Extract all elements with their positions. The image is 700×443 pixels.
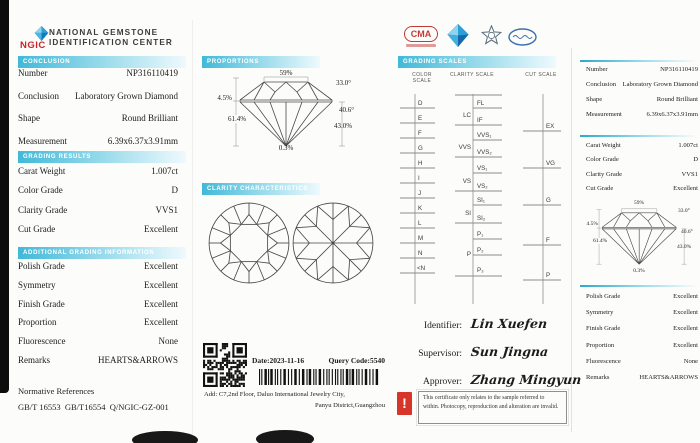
- warning-icon: !: [397, 392, 412, 415]
- row-color: [586, 156, 698, 163]
- row-measurement: [18, 136, 178, 146]
- svg-text:SI₂: SI₂: [477, 215, 486, 222]
- measurement-label: Measurement: [18, 135, 67, 146]
- additional-rows: [18, 261, 178, 365]
- symmetry-label: Symmetry: [586, 309, 614, 317]
- color-label: Color Grade: [586, 156, 619, 164]
- svg-text:SI₁: SI₁: [477, 197, 485, 204]
- symmetry-value: Excellent: [144, 279, 178, 290]
- brand-abbr: NGIC: [20, 40, 46, 51]
- photo-artifact: [256, 430, 314, 443]
- color-label: Color Grade: [18, 185, 63, 196]
- svg-text:F: F: [546, 237, 550, 244]
- cnas-mark: [447, 24, 469, 47]
- fluorescence-label: Fluorescence: [18, 336, 66, 347]
- stub-conclusion-rows: [586, 66, 698, 118]
- row-cut: [18, 224, 178, 234]
- address-line1: Add: C7,2nd Floor, Daluo International Jewelry City,: [204, 391, 345, 398]
- finish-label: Finish Grade: [18, 298, 65, 309]
- svg-text:K: K: [418, 205, 423, 212]
- supervisor-signature: Sun Jingna: [470, 344, 550, 359]
- svg-text:P₂: P₂: [477, 247, 484, 254]
- girdle-pct: 4.5%: [217, 94, 232, 102]
- proportions-diagram: [200, 70, 385, 166]
- row-finish: [18, 299, 178, 309]
- svg-text:VS₂: VS₂: [477, 183, 488, 190]
- stub-divider: [580, 135, 698, 137]
- carat-value: 1.007ct: [678, 142, 698, 149]
- photo-left-edge: [0, 0, 9, 393]
- address-line2: Panyu District,Guangzhou: [315, 401, 385, 409]
- color-value: D: [693, 156, 698, 164]
- row-conclusion: [586, 81, 698, 88]
- carat-value: 1.007ct: [151, 166, 178, 176]
- culet-pct: 0.3%: [633, 268, 645, 274]
- row-number: [18, 68, 178, 78]
- svg-text:I: I: [418, 175, 420, 182]
- stub-proportions-diagram: [582, 200, 700, 282]
- ngic-logo-icon: [34, 26, 49, 41]
- svg-text:FL: FL: [477, 100, 485, 107]
- shape-value: Round Brilliant: [656, 96, 698, 103]
- cut-label: Cut Grade: [18, 223, 56, 234]
- ilac-mark: [508, 28, 537, 46]
- clarity-label: Clarity Grade: [18, 204, 68, 215]
- row-cut: [586, 185, 698, 192]
- clarity-scale-title: CLARITY SCALE: [450, 72, 495, 78]
- shape-value: Round Brilliant: [121, 113, 178, 124]
- section-additional: ADDITIONAL GRADING INFORMATION: [18, 247, 186, 259]
- row-remarks: [586, 374, 698, 381]
- svg-text:VG: VG: [546, 160, 555, 167]
- polish-value: Excellent: [144, 261, 178, 271]
- svg-text:M: M: [418, 235, 424, 242]
- row-fluorescence: [18, 336, 178, 346]
- brand-name-line1: NATIONAL GEMSTONE: [49, 28, 159, 37]
- svg-text:J: J: [418, 190, 422, 197]
- svg-text:<N: <N: [417, 265, 426, 272]
- row-proportion: [18, 317, 178, 327]
- remarks-value: HEARTS&ARROWS: [98, 354, 178, 365]
- remarks-value: HEARTS&ARROWS: [639, 373, 698, 381]
- identifier-row: [398, 316, 547, 331]
- measurement-label: Measurement: [586, 111, 622, 118]
- photo-artifact: [132, 431, 198, 443]
- svg-text:P₃: P₃: [477, 267, 484, 274]
- measurement-value: 6.39x6.37x3.91mm: [107, 135, 178, 146]
- row-conclusion: [18, 91, 178, 101]
- number-value: NP316110419: [660, 66, 698, 73]
- polish-value: Excellent: [673, 293, 698, 300]
- section-grading-results: GRADING RESULTS: [18, 151, 186, 163]
- conclusion-label: Conclusion: [18, 90, 60, 101]
- table-pct: 59%: [633, 200, 645, 206]
- remarks-label: Remarks: [586, 373, 610, 381]
- warning-text: This certificate only relates to the sample referred to within. Photocopy, reproduction and alteration are invalid.: [418, 391, 567, 424]
- crown-angle: 33.0°: [336, 79, 352, 87]
- row-number: [586, 66, 698, 73]
- row-color: [18, 185, 178, 195]
- row-remarks: [18, 355, 178, 365]
- svg-text:VS: VS: [462, 178, 471, 185]
- supervisor-label: Supervisor:: [418, 349, 462, 359]
- approver-row: [398, 372, 581, 387]
- row-shape: [18, 113, 178, 123]
- svg-text:G: G: [418, 145, 423, 152]
- crown-angle: 33.0°: [678, 208, 690, 214]
- row-symmetry: [586, 309, 698, 316]
- row-symmetry: [18, 280, 178, 290]
- pavilion-angle: 40.6°: [681, 229, 693, 235]
- cut-scale: [518, 92, 562, 310]
- shape-label: Shape: [18, 113, 40, 124]
- finish-value: Excellent: [144, 298, 178, 309]
- carat-label: Carat Weight: [18, 166, 66, 176]
- svg-text:P: P: [546, 272, 551, 279]
- section-proportions: PROPORTIONS: [202, 56, 320, 68]
- approver-signature: Zhang Mingyun: [470, 372, 583, 387]
- row-measurement: [586, 111, 698, 118]
- approver-label: Approver:: [422, 377, 462, 387]
- row-proportion: [586, 342, 698, 349]
- row-shape: [586, 96, 698, 103]
- svg-text:G: G: [546, 197, 551, 204]
- svg-text:P₁: P₁: [477, 231, 484, 238]
- proportion-label: Proportion: [586, 341, 615, 349]
- svg-text:P: P: [466, 251, 471, 258]
- svg-text:VVS₁: VVS₁: [477, 132, 492, 139]
- stub-divider: [580, 60, 698, 62]
- clarity-label: Clarity Grade: [586, 170, 623, 178]
- svg-text:N: N: [418, 250, 423, 257]
- svg-text:L: L: [418, 220, 422, 227]
- normative-refs: GB/T 16553 GB/T16554 Q/NGIC-GZ-001: [18, 402, 169, 412]
- number-label: Number: [18, 68, 48, 78]
- svg-text:E: E: [418, 115, 423, 122]
- stub-additional-rows: [586, 293, 698, 381]
- crown-view-diagram: [207, 201, 291, 285]
- row-polish: [18, 261, 178, 271]
- grading-rows: [18, 166, 178, 234]
- clarity-value: VVS1: [155, 204, 178, 215]
- proportion-value: Excellent: [144, 317, 178, 328]
- svg-text:VVS₂: VVS₂: [477, 149, 492, 156]
- cut-value: Excellent: [144, 223, 178, 234]
- star-mark: [481, 25, 502, 46]
- fluorescence-label: Fluorescence: [586, 357, 621, 365]
- measurement-value: 6.39x6.37x3.91mm: [646, 111, 698, 118]
- conclusion-value: Laboratory Grown Diamond: [75, 90, 178, 101]
- row-clarity: [18, 205, 178, 215]
- color-scale-title: COLOR SCALE: [412, 72, 432, 85]
- row-finish: [586, 325, 698, 332]
- proportion-value: Excellent: [673, 341, 698, 349]
- conclusion-rows: [18, 68, 178, 146]
- symmetry-value: Excellent: [673, 309, 698, 317]
- depth-pct: 61.4%: [228, 115, 247, 123]
- stub-grading-rows: [586, 142, 698, 192]
- proportion-label: Proportion: [18, 317, 57, 328]
- svg-text:IF: IF: [477, 117, 483, 124]
- shape-label: Shape: [586, 96, 603, 103]
- depth-pct: 61.4%: [593, 238, 608, 244]
- number-label: Number: [586, 66, 608, 73]
- finish-label: Finish Grade: [586, 325, 621, 333]
- cut-scale-title: CUT SCALE: [525, 72, 557, 78]
- row-fluorescence: [586, 358, 698, 365]
- number-value: NP316110419: [126, 68, 178, 78]
- fluorescence-value: None: [158, 336, 178, 347]
- fold-line: [192, 20, 193, 435]
- polish-label: Polish Grade: [18, 261, 65, 271]
- address-block: [204, 390, 385, 411]
- pavilion-depth-pct: 43.0%: [334, 122, 353, 130]
- diamond-profile-icon: [230, 76, 354, 152]
- section-conclusion: CONCLUSION: [18, 56, 186, 68]
- supervisor-row: [398, 344, 548, 359]
- row-clarity: [586, 171, 698, 178]
- stub-divider: [580, 285, 698, 287]
- date-query-row: [252, 356, 385, 365]
- section-clarity-characteristics: CLARITY CHARACTERISTICS: [202, 183, 320, 195]
- conclusion-label: Conclusion: [586, 81, 617, 88]
- section-grading-scales: GRADING SCALES: [398, 56, 556, 68]
- svg-text:H: H: [418, 160, 423, 167]
- qr-code: [203, 343, 247, 387]
- identifier-label: Identifier:: [424, 321, 462, 331]
- pavilion-angle: 40.6°: [339, 106, 355, 114]
- girdle-pct: 4.5%: [586, 221, 598, 227]
- diamond-profile-icon: [594, 208, 694, 269]
- svg-text:SI: SI: [465, 210, 471, 217]
- fluorescence-value: None: [683, 357, 698, 365]
- svg-text:F: F: [418, 130, 422, 137]
- svg-text:VS₁: VS₁: [477, 165, 488, 172]
- row-polish: [586, 293, 698, 300]
- row-carat: [18, 166, 178, 176]
- brand-name-line2: IDENTIFICATION CENTER: [49, 38, 173, 47]
- clarity-value: VVS1: [681, 170, 698, 178]
- polish-label: Polish Grade: [586, 293, 621, 300]
- table-pct: 59%: [279, 69, 293, 77]
- cma-subtext-blur: [406, 44, 436, 47]
- symmetry-label: Symmetry: [18, 279, 56, 290]
- cut-label: Cut Grade: [586, 184, 614, 192]
- date-text: Date:2023-11-16: [252, 356, 305, 365]
- color-value: D: [171, 185, 178, 196]
- carat-label: Carat Weight: [586, 142, 621, 149]
- query-code-text: Query Code:5540: [328, 356, 385, 365]
- culet-pct: 0.3%: [278, 144, 294, 152]
- clarity-scale: [450, 92, 510, 310]
- finish-value: Excellent: [673, 325, 698, 333]
- svg-text:EX: EX: [546, 123, 555, 130]
- row-carat: [586, 142, 698, 149]
- barcode: [259, 369, 382, 385]
- cma-mark: CMA: [404, 26, 438, 42]
- svg-text:LC: LC: [463, 112, 471, 119]
- cut-value: Excellent: [673, 184, 698, 192]
- normative-label: Normative References: [18, 386, 95, 396]
- pavilion-depth-pct: 43.0%: [677, 244, 692, 250]
- remarks-label: Remarks: [18, 354, 50, 365]
- svg-text:VVS: VVS: [458, 144, 471, 151]
- identifier-signature: Lin Xuefen: [470, 316, 548, 331]
- conclusion-value: Laboratory Grown Diamond: [622, 81, 698, 88]
- svg-text:D: D: [418, 100, 423, 107]
- pavilion-view-diagram: [291, 201, 375, 285]
- color-scale: [398, 92, 446, 310]
